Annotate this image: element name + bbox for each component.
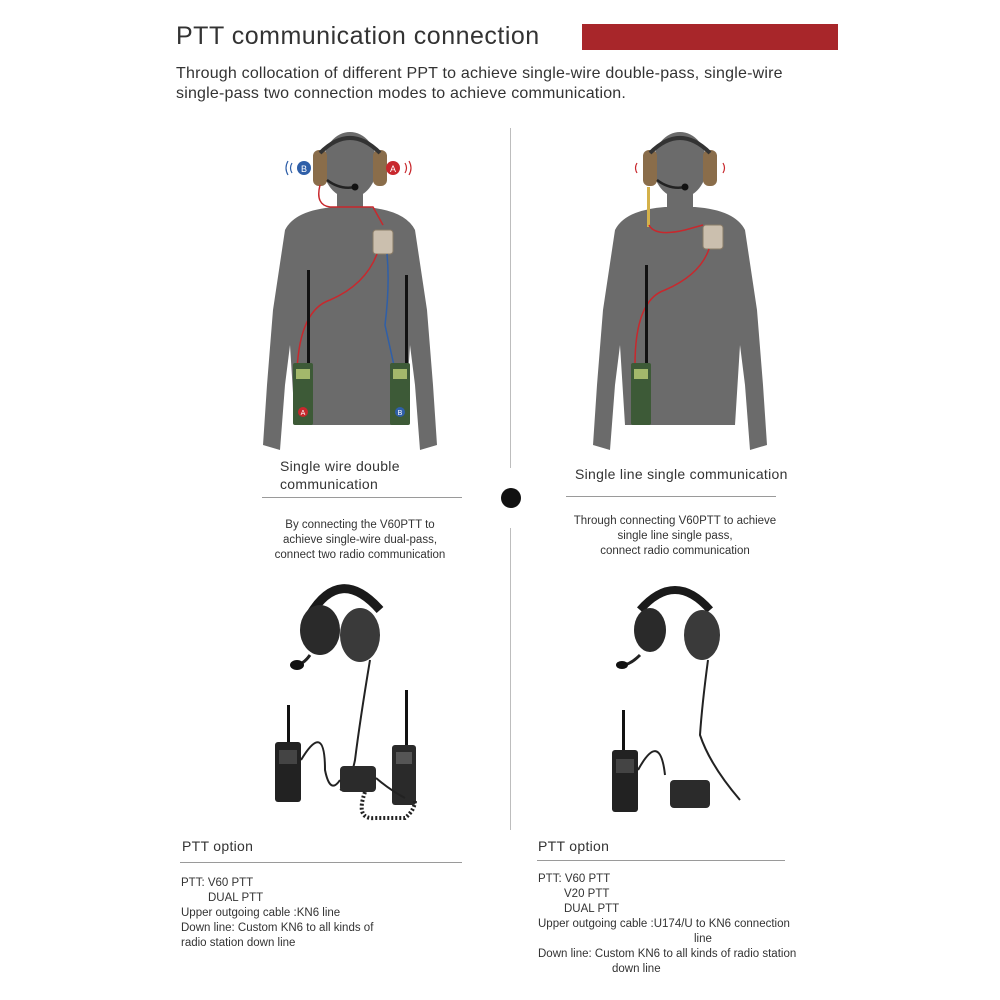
description-line: By connecting the V60PTT to: [285, 519, 435, 531]
option-down-line-cont: radio station down line: [181, 937, 296, 949]
column-divider: [510, 128, 511, 468]
option-upper-cable-cont: line: [694, 933, 712, 945]
option-ptt: PTT: V60 PTT: [181, 877, 254, 889]
description-single: [555, 514, 795, 559]
option-upper-cable: Upper outgoing cable :KN6 line: [181, 907, 341, 919]
ptt-option-title-right: PTT option: [538, 838, 610, 854]
option-ptt-extra: V20 PTT: [564, 888, 610, 900]
mode-label-line: Single wire double: [280, 458, 400, 474]
description-dual: [250, 518, 470, 563]
ptt-option-list-left: [181, 876, 461, 951]
description-line: single line single pass,: [617, 530, 733, 542]
option-ptt-extra: DUAL PTT: [564, 903, 620, 915]
description-line: Through connecting V60PTT to achieve: [573, 515, 777, 527]
dual-radio-headset-kit-image: [265, 570, 480, 825]
soldier-single-radio-illustration: [585, 125, 775, 460]
description-line: achieve single-wire dual-pass,: [282, 534, 438, 546]
subtitle-line: Through collocation of different PPT to achieve single-wire double-pass, single-wire: [176, 65, 783, 82]
divider-line: [262, 497, 462, 498]
column-divider: [510, 528, 511, 830]
option-down-line: Down line: Custom KN6 to all kinds of: [181, 922, 374, 934]
ptt-option-title-left: PTT option: [182, 838, 254, 854]
description-line: connect two radio communication: [274, 549, 446, 561]
option-ptt: PTT: V60 PTT: [538, 873, 611, 885]
option-down-line-cont: down line: [612, 963, 661, 975]
svg-text:B: B: [300, 164, 308, 174]
badge-a-icon: [386, 161, 411, 175]
ptt-option-list-right: [538, 872, 838, 977]
center-dot: [501, 488, 521, 508]
svg-text:A: A: [389, 164, 397, 174]
option-down-line: Down line: Custom KN6 to all kinds of radio station: [538, 948, 797, 960]
svg-text:A: A: [300, 410, 306, 417]
divider-line: [566, 496, 776, 497]
mode-label-single: Single line single communication: [575, 466, 788, 482]
description-line: connect radio communication: [600, 545, 750, 557]
svg-text:B: B: [397, 410, 403, 417]
option-upper-cable: Upper outgoing cable :U174/U to KN6 connection: [538, 918, 790, 930]
soldier-dual-radio-illustration: [255, 125, 445, 460]
accent-bar: [582, 24, 838, 50]
mode-label-dual: [280, 457, 450, 493]
divider-line: [180, 862, 462, 863]
page-title: PTT communication connection: [176, 22, 540, 50]
mode-label-line: communication: [280, 476, 379, 492]
divider-line: [537, 860, 785, 861]
single-radio-headset-kit-image: [590, 575, 760, 820]
page-subtitle: [176, 64, 856, 104]
subtitle-line: single-pass two connection modes to achieve communication.: [176, 85, 627, 102]
option-ptt-extra: DUAL PTT: [208, 892, 264, 904]
badge-b-icon: [286, 161, 311, 175]
